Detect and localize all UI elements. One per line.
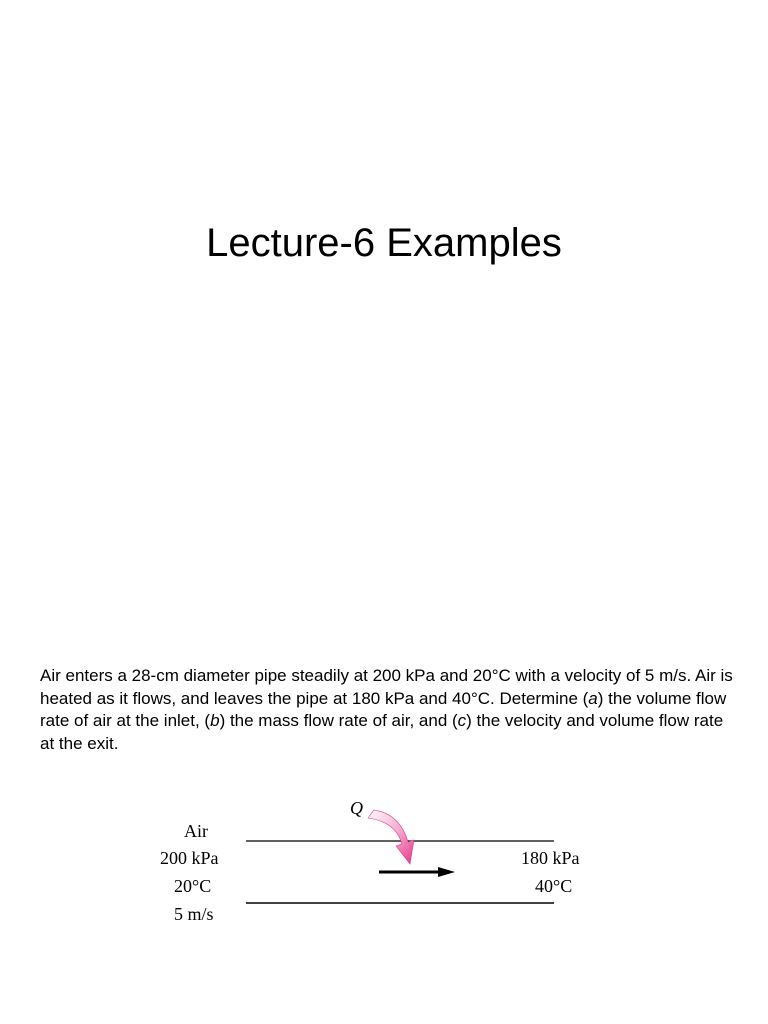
outlet-temperature-label: 40°C (535, 876, 573, 896)
problem-text-4: ) the velocity and volume flow rate at the exit. (40, 711, 724, 753)
heat-transfer-label: Q (350, 798, 363, 818)
inlet-velocity-label: 5 m/s (174, 904, 214, 924)
pipe-diagram (150, 790, 620, 940)
problem-text-2: ) the volume flow rate of air at the inlet, ( (40, 688, 727, 730)
problem-text-1: Air enters a 28-cm diameter pipe steadily at 200 kPa and 20°C with a velocity of 5 m/s. Air is heated as it flows, and leaves the pipe at 180 kPa and 40°C. Determine ( (40, 666, 733, 708)
inlet-fluid-label: Air (184, 821, 208, 841)
part-a-letter: a (588, 688, 598, 708)
heat-arrow (368, 810, 414, 864)
inlet-temperature-label: 20°C (174, 876, 212, 896)
outlet-pressure-label: 180 kPa (521, 848, 580, 868)
inlet-pressure-label: 200 kPa (160, 848, 219, 868)
flow-arrow-head (438, 867, 455, 877)
part-c-letter: c (457, 711, 467, 730)
part-b-letter: b (210, 711, 220, 730)
problem-text-3: ) the mass flow rate of air, and ( (219, 711, 458, 730)
problem-statement (40, 665, 740, 755)
slide-title: Lecture-6 Examples (206, 221, 562, 265)
